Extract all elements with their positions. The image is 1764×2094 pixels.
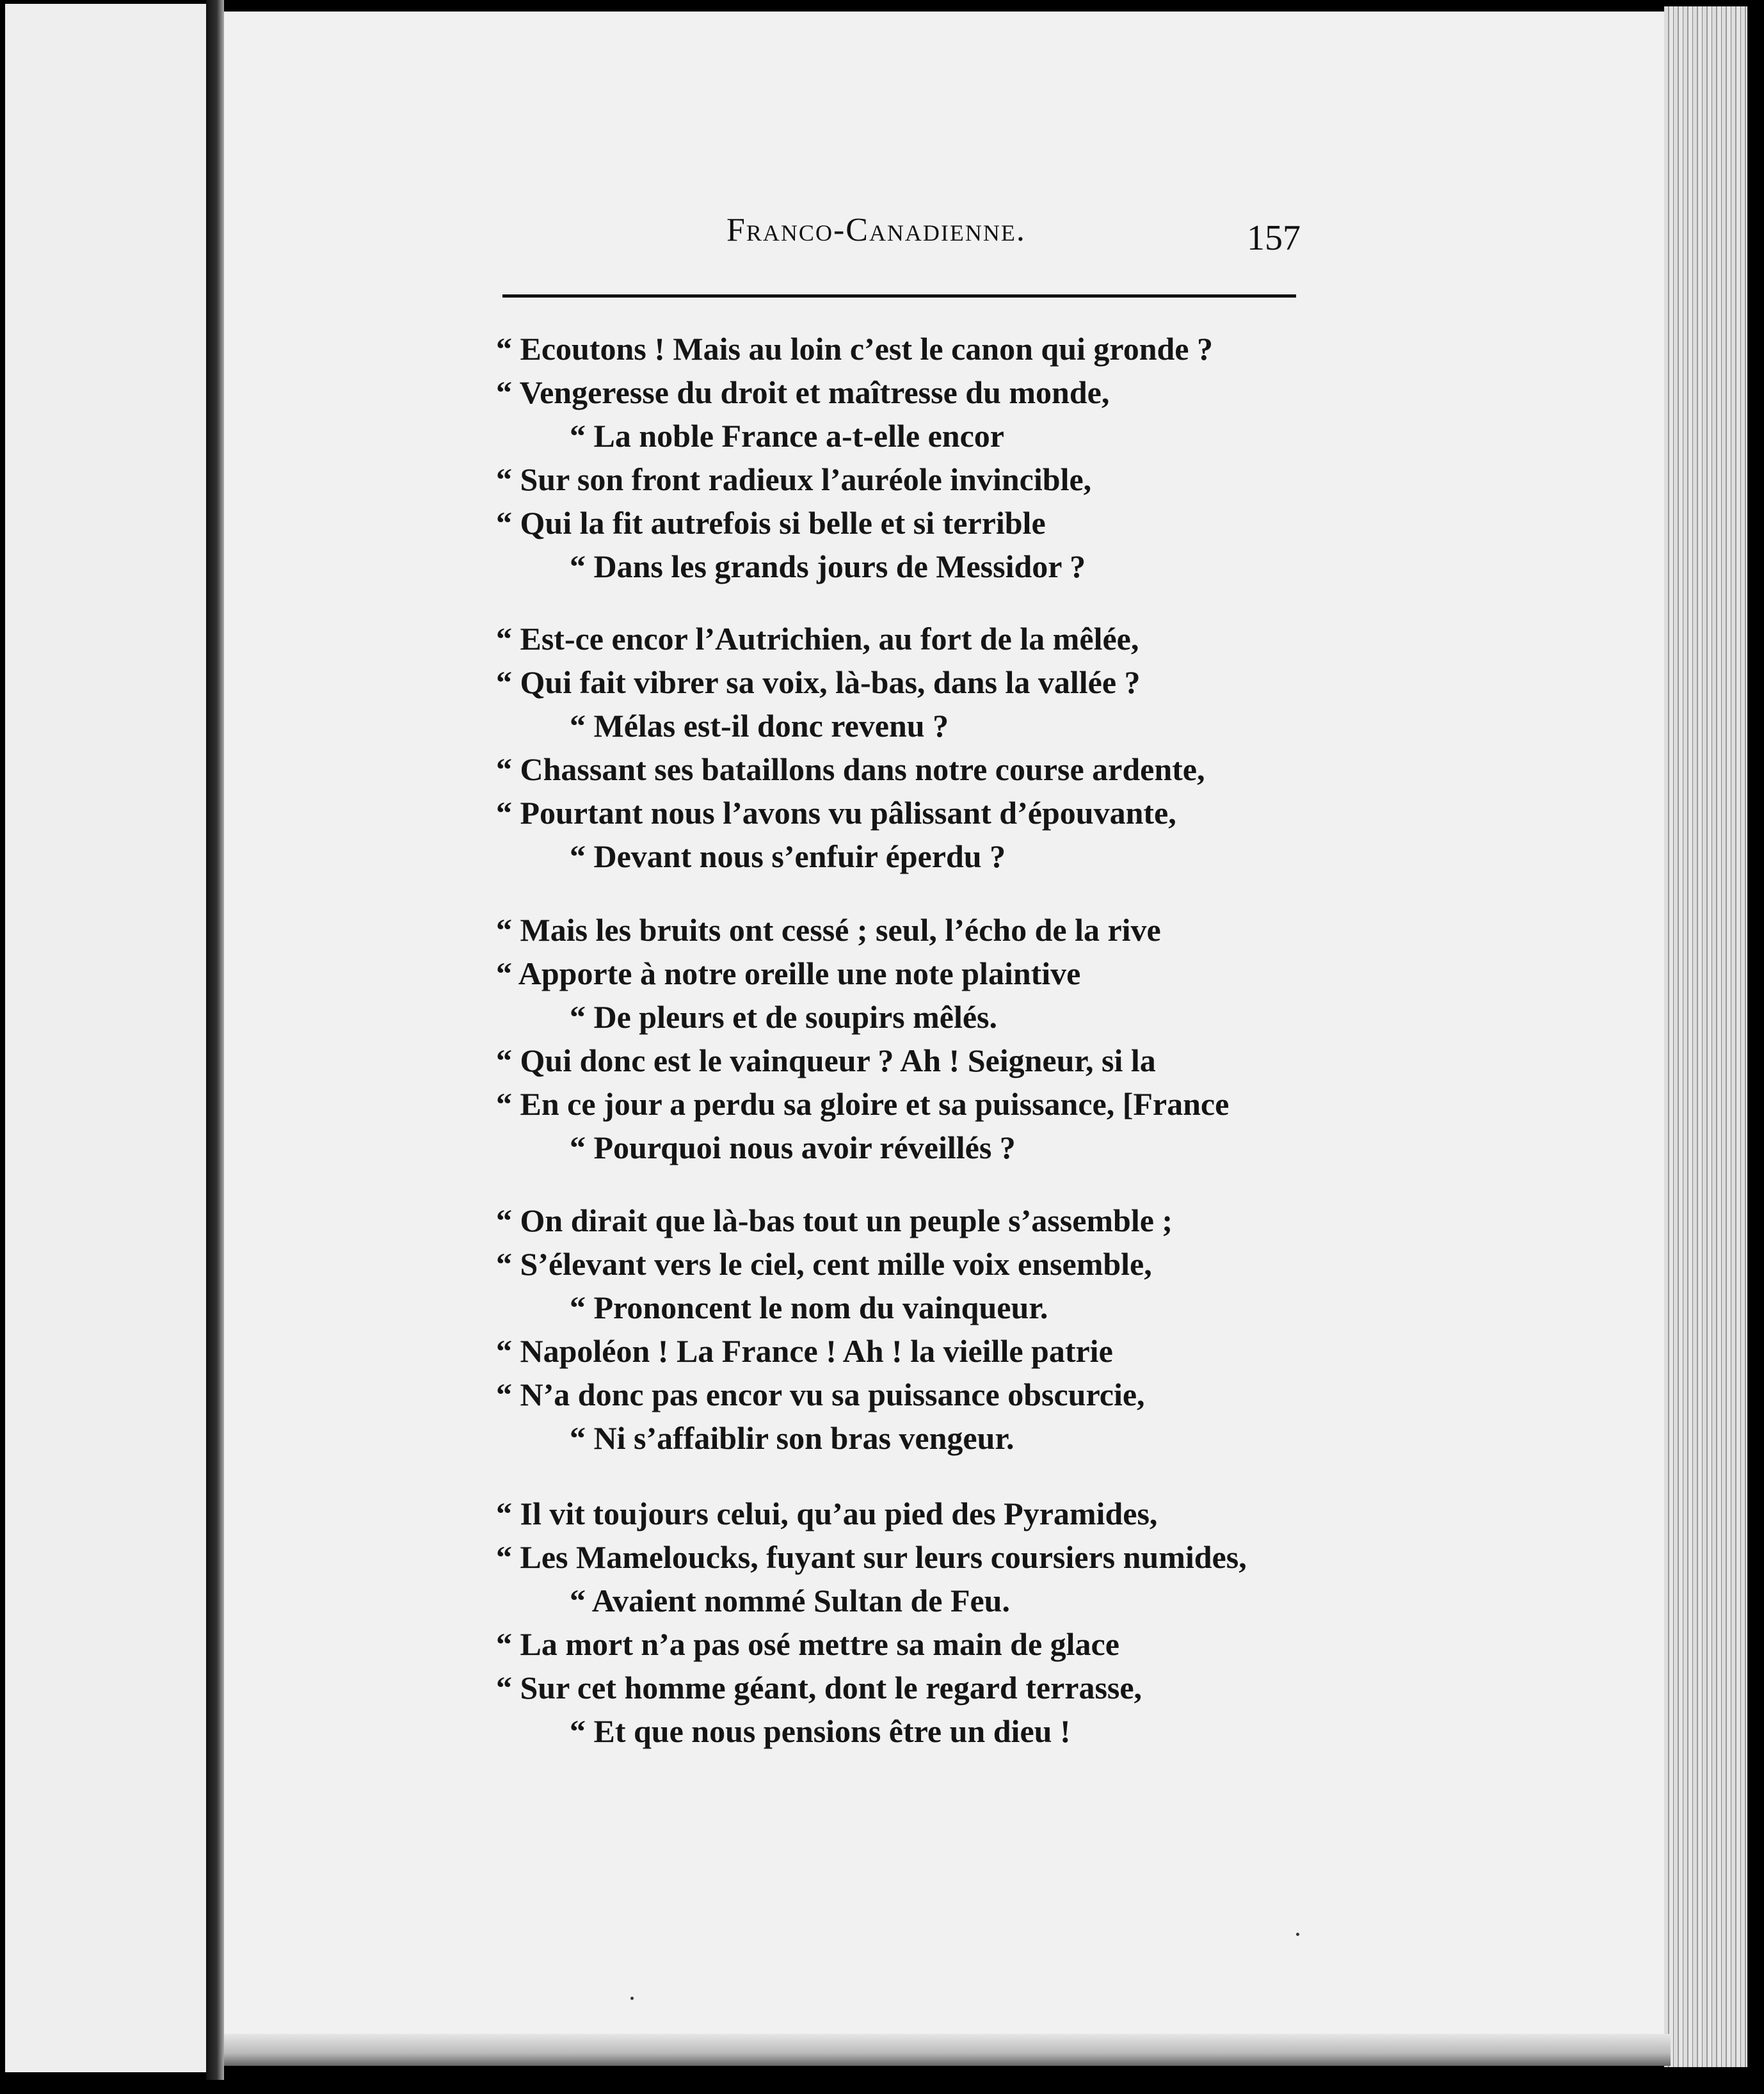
verse-line: “ Ni s’affaiblir son bras vengeur. bbox=[570, 1420, 1014, 1456]
verse-line: “ N’a donc pas encor vu sa puissance obscurcie, bbox=[496, 1377, 1145, 1412]
verse-line: “ Les Mameloucks, fuyant sur leurs coursiers numides, bbox=[496, 1539, 1247, 1575]
verse-line: “ Pourquoi nous avoir réveillés ? bbox=[570, 1130, 1016, 1165]
verse-line: “ Mais les bruits ont cessé ; seul, l’écho de la rive bbox=[496, 912, 1161, 948]
verse-line: “ Napoléon ! La France ! Ah ! la vieille patrie bbox=[496, 1333, 1113, 1369]
verse-line: “ S’élevant vers le ciel, cent mille voix ensemble, bbox=[496, 1246, 1152, 1282]
verse-line: “ Devant nous s’enfuir éperdu ? bbox=[570, 838, 1006, 874]
verse-line: “ Et que nous pensions être un dieu ! bbox=[570, 1713, 1071, 1749]
verse-line: “ Prononcent le nom du vainqueur. bbox=[570, 1290, 1048, 1325]
running-head-text: Franco-Canadienne. bbox=[726, 212, 1026, 248]
page-number: 157 bbox=[1247, 218, 1301, 258]
verse-line: “ En ce jour a perdu sa gloire et sa puissance, [France bbox=[496, 1086, 1230, 1122]
verse-line: “ Avaient nommé Sultan de Feu. bbox=[570, 1583, 1010, 1618]
verse-line: “ Ecoutons ! Mais au loin c’est le canon qui gronde ? bbox=[496, 331, 1213, 367]
verse-line: “ Sur cet homme géant, dont le regard terrasse, bbox=[496, 1670, 1143, 1706]
verse-line: “ Qui fait vibrer sa voix, là-bas, dans la vallée ? bbox=[496, 664, 1141, 700]
verse-line: “ La noble France a-t-elle encor bbox=[570, 418, 1004, 454]
verse-line: “ Chassant ses bataillons dans notre course ardente, bbox=[496, 751, 1205, 787]
verse-line: “ Est-ce encor l’Autrichien, au fort de la mêlée, bbox=[496, 621, 1139, 657]
ink-speck bbox=[1296, 1933, 1299, 1936]
verse-line: “ Apporte à notre oreille une note plaintive bbox=[496, 955, 1081, 991]
verse-line: “ De pleurs et de soupirs mêlés. bbox=[570, 999, 997, 1035]
verse-line: “ Vengeresse du droit et maîtresse du monde, bbox=[496, 374, 1110, 410]
verse-line: “ Dans les grands jours de Messidor ? bbox=[570, 548, 1086, 584]
verse-line: “ La mort n’a pas osé mettre sa main de glace bbox=[496, 1626, 1119, 1662]
verse-line: “ Qui la fit autrefois si belle et si terrible bbox=[496, 505, 1046, 541]
verse-line: “ Pourtant nous l’avons vu pâlissant d’épouvante, bbox=[496, 795, 1176, 831]
ink-speck bbox=[630, 1997, 634, 2000]
verse-line: “ Il vit toujours celui, qu’au pied des Pyramides, bbox=[496, 1496, 1158, 1531]
verse-line: “ Qui donc est le vainqueur ? Ah ! Seigneur, si la bbox=[496, 1043, 1156, 1078]
verse-line: “ Sur son front radieux l’auréole invincible, bbox=[496, 461, 1092, 497]
verse-line: “ Mélas est-il donc revenu ? bbox=[570, 708, 949, 744]
verse-line: “ On dirait que là-bas tout un peuple s’assemble ; bbox=[496, 1203, 1173, 1238]
